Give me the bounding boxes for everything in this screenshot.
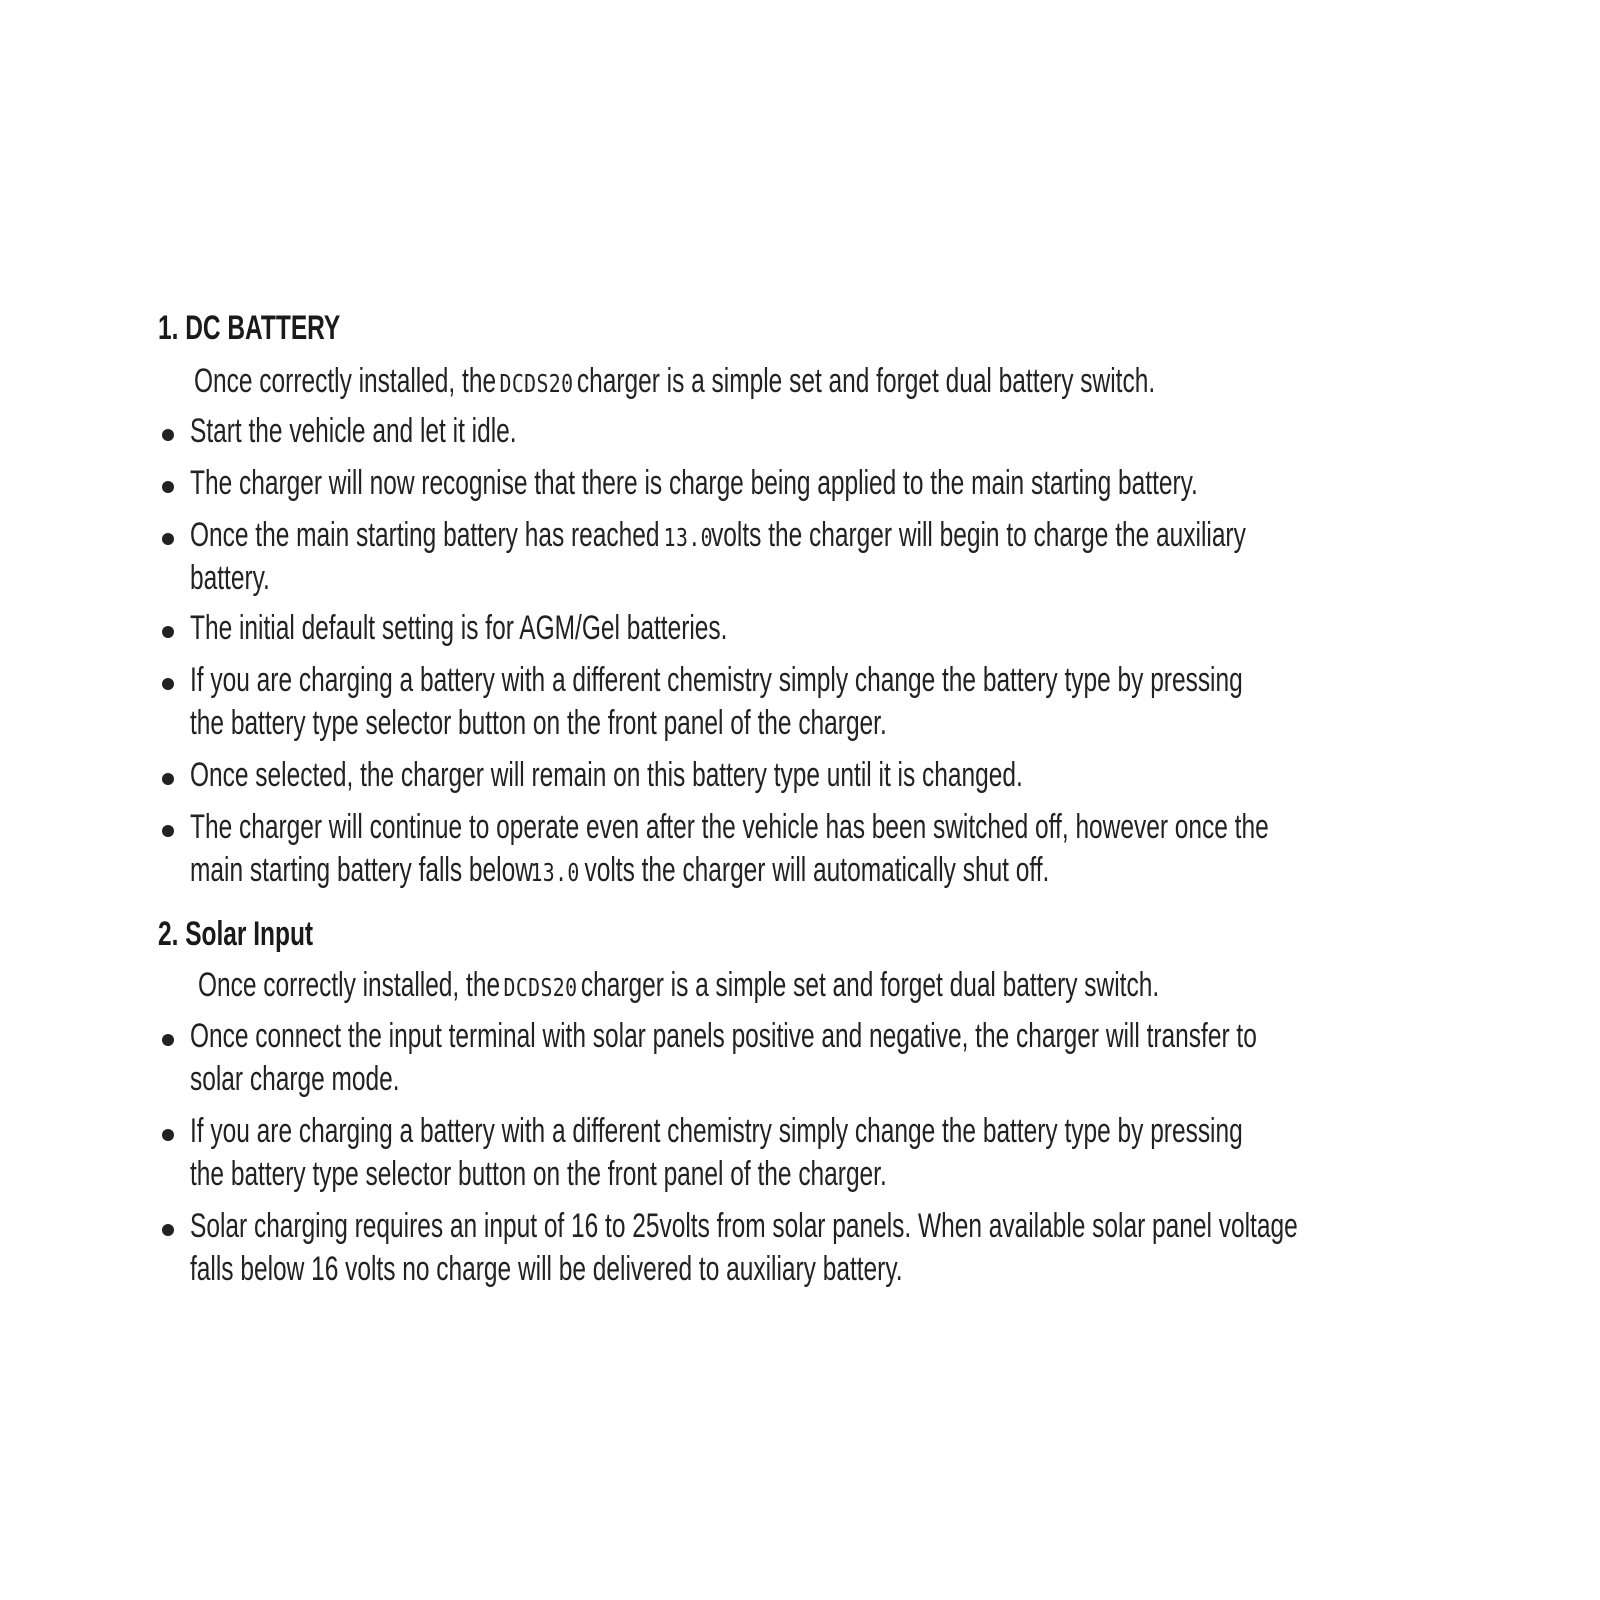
bullet-icon	[162, 481, 174, 493]
bullet-line	[190, 513, 1246, 560]
bullet-icon	[162, 429, 174, 441]
bullet-line	[190, 805, 1269, 849]
bullet-text: the battery type selector button on the front panel of the charger.	[190, 1155, 887, 1193]
bullet-text: The charger will continue to operate even after the vehicle has been switched off, however once the	[190, 808, 1269, 846]
bullet-line	[190, 1152, 887, 1196]
bullet-line	[190, 1204, 1298, 1248]
bullet-text: volts the charger will begin to charge the auxiliary	[711, 516, 1246, 554]
bullet-text: If you are charging a battery with a different chemistry simply change the battery type by pressing	[190, 1112, 1243, 1150]
bullet-line	[190, 1109, 1243, 1153]
bullet-text: main starting battery falls below	[190, 851, 533, 889]
bullet-line	[190, 461, 1198, 505]
bullet-icon	[162, 626, 174, 638]
bullet-line	[190, 1057, 400, 1101]
bullet-text: Once the main starting battery has reached	[190, 516, 667, 554]
bullet-icon	[162, 533, 174, 545]
bullet-line	[190, 753, 1023, 797]
bullet-icon	[162, 1034, 174, 1046]
bullet-line	[190, 1247, 903, 1291]
section-heading: 2. Solar Input	[158, 915, 314, 953]
model-number: DCDS20	[499, 369, 574, 398]
bullet-icon	[162, 1224, 174, 1236]
voltage-value: 13.0	[664, 523, 714, 552]
bullet-line	[190, 848, 1049, 895]
bullet-icon	[162, 678, 174, 690]
bullet-line	[190, 658, 1243, 702]
voltage-value: 13.0	[530, 858, 580, 887]
bullet-line	[190, 606, 727, 650]
bullet-text: Once connect the input terminal with solar panels positive and negative, the charger will transfer to	[190, 1017, 1257, 1055]
bullet-text: the battery type selector button on the front panel of the charger.	[190, 704, 887, 742]
intro-text: charger is a simple set and forget dual battery switch.	[574, 966, 1160, 1004]
section-intro	[198, 963, 1159, 1010]
bullet-icon	[162, 1129, 174, 1141]
bullet-line	[190, 701, 887, 745]
bullet-text: volts the charger will automatically shut off.	[577, 851, 1050, 889]
section-heading: 1. DC BATTERY	[158, 309, 341, 347]
model-number: DCDS20	[503, 973, 578, 1002]
intro-text: charger is a simple set and forget dual battery switch.	[570, 362, 1156, 400]
bullet-text: falls below 16 volts no charge will be delivered to auxiliary battery.	[190, 1250, 903, 1288]
intro-text: Once correctly installed, the	[198, 966, 507, 1004]
bullet-text: The initial default setting is for AGM/Gel batteries.	[190, 609, 728, 647]
bullet-text: solar charge mode.	[190, 1060, 400, 1098]
bullet-text: Once selected, the charger will remain on this battery type until it is changed.	[190, 756, 1023, 794]
bullet-line	[190, 409, 517, 453]
bullet-text: The charger will now recognise that there is charge being applied to the main starting battery.	[190, 464, 1198, 502]
bullet-text: Solar charging requires an input of 16 to 25volts from solar panels. When available solar panel voltage	[190, 1207, 1298, 1245]
bullet-icon	[162, 825, 174, 837]
bullet-icon	[162, 773, 174, 785]
bullet-text: If you are charging a battery with a different chemistry simply change the battery type by pressing	[190, 661, 1243, 699]
bullet-text: Start the vehicle and let it idle.	[190, 412, 517, 450]
bullet-text: battery.	[190, 559, 270, 597]
section-intro	[194, 359, 1155, 406]
bullet-line	[190, 556, 270, 600]
intro-text: Once correctly installed, the	[194, 362, 503, 400]
bullet-line	[190, 1014, 1257, 1058]
